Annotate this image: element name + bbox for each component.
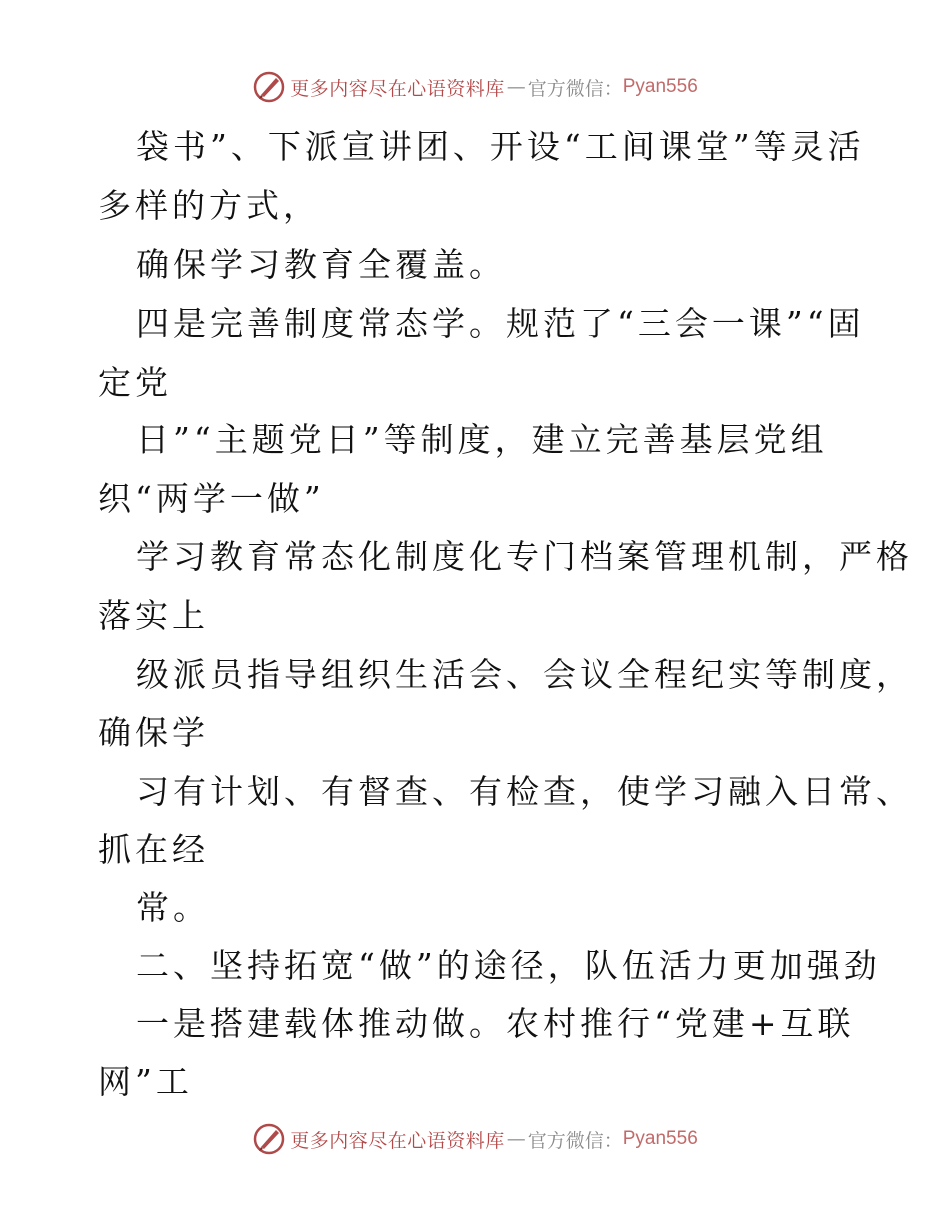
body-line: 确保学习教育全覆盖。 bbox=[136, 245, 506, 284]
watermark-separator: — bbox=[506, 1128, 526, 1150]
body-line: 级派员指导组织生活会、会议全程纪实等制度， bbox=[136, 655, 913, 694]
body-line: 抓在经 bbox=[98, 830, 209, 869]
quill-pen-logo-icon bbox=[252, 1122, 286, 1156]
watermark-separator: — bbox=[506, 76, 526, 98]
body-line: 习有计划、有督查、有检查，使学习融入日常、 bbox=[136, 772, 913, 811]
body-line: 日”“主题党日”等制度，建立完善基层党组 bbox=[136, 420, 828, 459]
body-line: 袋书”、下派宣讲团、开设“工间课堂”等灵活 bbox=[136, 127, 865, 166]
body-line: 学习教育常态化制度化专门档案管理机制，严格 bbox=[136, 537, 913, 576]
body-line: 织“两学一做” bbox=[98, 479, 325, 518]
footer-watermark bbox=[0, 1122, 950, 1156]
watermark-wechat-label: 官方微信： bbox=[527, 1129, 623, 1152]
body-line: 常。 bbox=[136, 888, 210, 927]
watermark-main-text: 更多内容尽在心语资料库 bbox=[290, 77, 505, 100]
body-line: 网”工 bbox=[98, 1062, 193, 1101]
body-line: 确保学 bbox=[98, 713, 209, 752]
body-line: 二、坚持拓宽“做”的途径，队伍活力更加强劲 bbox=[136, 946, 881, 985]
watermark-wechat-id: Pyan556 bbox=[622, 1128, 698, 1149]
body-line: 落实上 bbox=[98, 596, 209, 635]
watermark-main-text: 更多内容尽在心语资料库 bbox=[290, 1129, 505, 1152]
watermark-wechat-label: 官方微信： bbox=[527, 77, 623, 100]
watermark-wechat-id: Pyan556 bbox=[622, 76, 698, 97]
body-line: 四是完善制度常态学。规范了“三会一课”“固 bbox=[136, 304, 865, 343]
body-line: 多样的方式， bbox=[98, 186, 320, 225]
body-line: 定党 bbox=[98, 363, 172, 402]
body-line: 一是搭建载体推动做。农村推行“党建+互联 bbox=[136, 1004, 855, 1043]
